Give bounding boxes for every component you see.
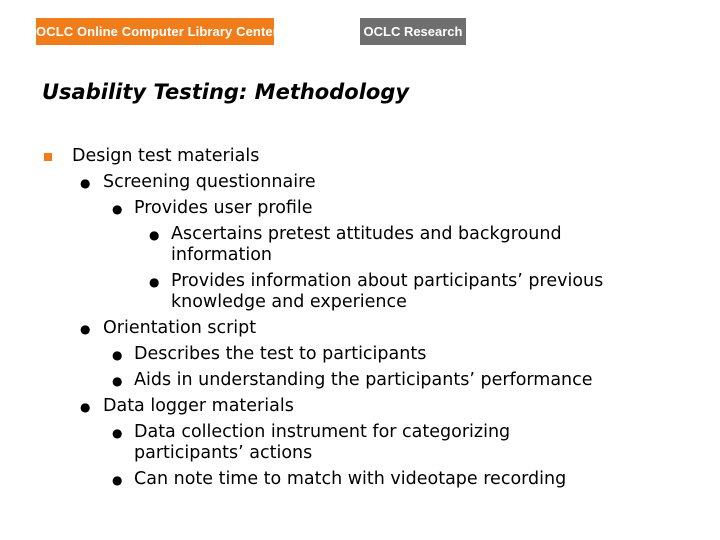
list-item-text: Screening questionnaire bbox=[103, 172, 316, 192]
list-item-text-line2: participants’ actions bbox=[134, 443, 313, 463]
list-item-participant-info bbox=[0, 271, 720, 313]
list-item-screening-questionnaire bbox=[0, 172, 720, 193]
list-item-text: Can note time to match with videotape recording bbox=[134, 469, 567, 489]
oclc-research-logo: OCLC Research bbox=[360, 18, 466, 45]
bullet-dot-icon: ● bbox=[112, 473, 123, 487]
bullet-dot-icon: ● bbox=[112, 426, 123, 440]
bullet-dot-icon: ● bbox=[80, 176, 91, 190]
list-item-text-line2: knowledge and experience bbox=[171, 292, 407, 312]
list-item-text: Aids in understanding the participants’ performance bbox=[134, 370, 593, 390]
list-item-text-line2: information bbox=[171, 245, 273, 265]
slide-title: Usability Testing: Methodology bbox=[42, 80, 410, 104]
list-item-aids-understanding bbox=[0, 370, 720, 391]
list-item-text: Design test materials bbox=[72, 146, 260, 166]
list-item-text-line1: Data collection instrument for categorizing bbox=[134, 422, 511, 442]
bullet-dot-icon: ● bbox=[112, 374, 123, 388]
list-item-orientation-script bbox=[0, 318, 720, 339]
oclc-logo: OCLC Online Computer Library Center bbox=[36, 18, 274, 45]
bullet-dot-icon: ● bbox=[149, 275, 160, 289]
bullet-dot-icon: ● bbox=[112, 348, 123, 362]
list-item-data-collection bbox=[0, 422, 720, 464]
bullet-dot-icon: ● bbox=[80, 322, 91, 336]
bullet-dot-icon: ● bbox=[112, 202, 123, 216]
list-item-text: Data logger materials bbox=[103, 396, 294, 416]
bullet-dot-icon: ● bbox=[80, 400, 91, 414]
list-item-note-time bbox=[0, 469, 720, 490]
list-item-text: Describes the test to participants bbox=[134, 344, 427, 364]
list-item-text-line1: Provides information about participants’ previous bbox=[171, 271, 604, 291]
list-item-provides-user-profile bbox=[0, 198, 720, 219]
list-item-text: Provides user profile bbox=[134, 198, 313, 218]
list-item-text-line1: Ascertains pretest attitudes and background bbox=[171, 224, 562, 244]
list-item-design-test-materials bbox=[0, 146, 720, 167]
bullet-list bbox=[0, 146, 720, 490]
list-item-text: Orientation script bbox=[103, 318, 257, 338]
list-item-describes-test bbox=[0, 344, 720, 365]
list-item-ascertains-attitudes bbox=[0, 224, 720, 266]
list-item-data-logger-materials bbox=[0, 396, 720, 417]
orange-square-bullet-icon bbox=[44, 153, 52, 161]
bullet-dot-icon: ● bbox=[149, 228, 160, 242]
